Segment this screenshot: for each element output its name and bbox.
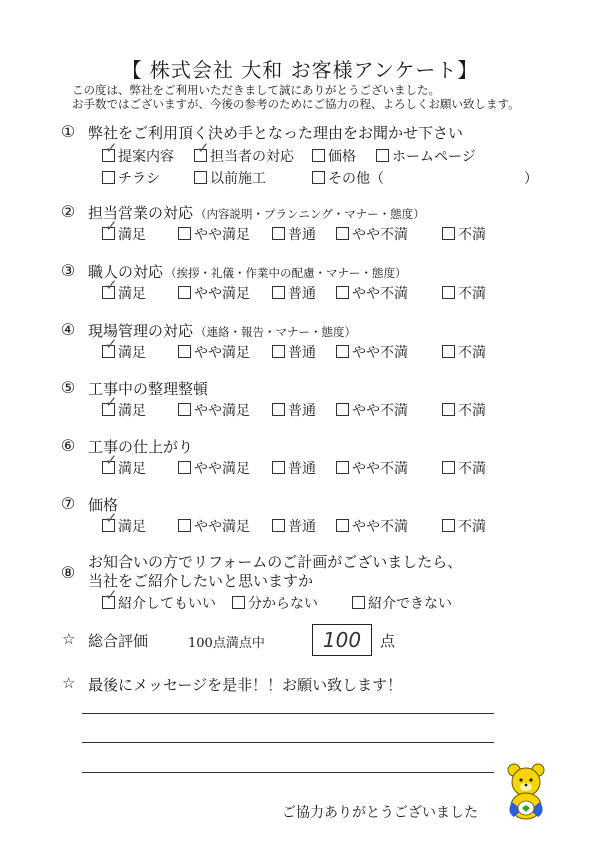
option-label: やや不満 bbox=[352, 345, 408, 361]
option-satisfied[interactable] bbox=[102, 451, 146, 478]
rating-options bbox=[58, 335, 558, 364]
check-mark-icon: ✓ bbox=[105, 139, 118, 157]
option-label: ホームページ bbox=[392, 149, 476, 165]
option-label: 担当者の対応 bbox=[210, 149, 294, 165]
checkbox[interactable] bbox=[102, 335, 118, 358]
option-label: 不満 bbox=[458, 227, 486, 243]
checkbox[interactable] bbox=[102, 217, 118, 240]
thanks-text: ご協力ありがとうございました bbox=[282, 805, 478, 821]
checkbox[interactable] bbox=[442, 403, 455, 416]
option-label: 満足 bbox=[118, 286, 146, 302]
option-satisfied[interactable] bbox=[102, 217, 146, 244]
checkbox[interactable] bbox=[178, 519, 191, 532]
option-label: 不満 bbox=[458, 519, 486, 535]
check-mark-icon: ✓ bbox=[105, 509, 118, 527]
checkbox[interactable] bbox=[272, 461, 285, 474]
question-subtitle: （連絡・報告・マナー・態度） bbox=[195, 325, 357, 339]
message-line-2[interactable] bbox=[82, 742, 494, 743]
bear-mascot-icon bbox=[502, 762, 550, 820]
option-label: 普通 bbox=[288, 345, 316, 361]
rating-options bbox=[58, 451, 558, 480]
option-dissatisfied[interactable] bbox=[442, 516, 486, 536]
option-row-1 bbox=[58, 139, 558, 168]
rating-options bbox=[58, 393, 558, 422]
option-label: やや不満 bbox=[352, 461, 408, 477]
score-unit: 点 bbox=[380, 632, 396, 650]
question-8 bbox=[58, 553, 558, 615]
option-label: 紹介してもいい bbox=[118, 596, 216, 612]
option-label: 不満 bbox=[458, 461, 486, 477]
option-label: 満足 bbox=[118, 227, 146, 243]
question-subtitle: （挨拶・礼儀・作業中の配慮・マナー・態度） bbox=[165, 266, 407, 280]
question-5 bbox=[58, 378, 558, 422]
question-number: ⑦ bbox=[60, 494, 76, 513]
question-title: 弊社をご利用頂く決め手となった理由をお聞かせ下さい bbox=[88, 124, 464, 142]
option-label: 不満 bbox=[458, 286, 486, 302]
option-label: やや不満 bbox=[352, 519, 408, 535]
question-3 bbox=[58, 261, 558, 305]
question-title: 現場管理の対応 bbox=[88, 322, 194, 340]
check-mark-icon: ✓ bbox=[105, 276, 118, 294]
question-number: ③ bbox=[60, 261, 76, 280]
option-label: 普通 bbox=[288, 461, 316, 477]
checkbox[interactable] bbox=[272, 227, 285, 240]
checkbox[interactable] bbox=[102, 451, 118, 474]
checkbox[interactable] bbox=[102, 276, 118, 299]
check-mark-icon: ✓ bbox=[105, 451, 118, 469]
message-line-1[interactable] bbox=[82, 713, 494, 714]
option-somewhat-dissatisfied[interactable] bbox=[336, 400, 408, 420]
option-label: 満足 bbox=[118, 461, 146, 477]
option-label: 普通 bbox=[288, 227, 316, 243]
option-label: 以前施工 bbox=[210, 171, 266, 187]
option-somewhat-satisfied[interactable] bbox=[178, 516, 250, 536]
checkbox[interactable] bbox=[336, 227, 349, 240]
message-line-3[interactable] bbox=[82, 772, 494, 773]
option-somewhat-satisfied[interactable] bbox=[178, 342, 250, 362]
check-mark-icon: ✓ bbox=[105, 217, 118, 235]
option-label: 満足 bbox=[118, 403, 146, 419]
option-neutral[interactable] bbox=[272, 458, 316, 478]
checkbox[interactable] bbox=[272, 403, 285, 416]
option-satisfied[interactable] bbox=[102, 393, 146, 420]
checkbox[interactable] bbox=[178, 345, 191, 358]
option-somewhat-dissatisfied[interactable] bbox=[336, 458, 408, 478]
option-label: 提案内容 bbox=[118, 149, 174, 165]
option-label: やや満足 bbox=[194, 345, 250, 361]
survey-title: 【 株式会社 大和 お客様アンケート】 bbox=[121, 58, 479, 82]
checkbox[interactable] bbox=[178, 403, 191, 416]
option-somewhat-satisfied[interactable] bbox=[178, 400, 250, 420]
checkbox[interactable] bbox=[232, 596, 245, 609]
question-title: 工事中の整理整頓 bbox=[88, 380, 209, 398]
checkbox[interactable] bbox=[272, 286, 285, 299]
option-somewhat-dissatisfied[interactable] bbox=[336, 283, 408, 303]
option-neutral[interactable] bbox=[272, 400, 316, 420]
option-label: 分からない bbox=[248, 596, 318, 612]
checkbox[interactable] bbox=[442, 227, 455, 240]
option-somewhat-dissatisfied[interactable] bbox=[336, 224, 408, 244]
checkbox[interactable] bbox=[272, 345, 285, 358]
score-input[interactable]: 100 bbox=[312, 624, 372, 656]
option-label: 満足 bbox=[118, 345, 146, 361]
checkbox[interactable] bbox=[352, 596, 365, 609]
checkbox[interactable] bbox=[102, 586, 118, 609]
option-neutral[interactable] bbox=[272, 224, 316, 244]
option-label: 不満 bbox=[458, 345, 486, 361]
checkbox[interactable] bbox=[178, 227, 191, 240]
question-6 bbox=[58, 436, 558, 480]
option-label: その他（ ） bbox=[328, 171, 538, 187]
checkbox[interactable] bbox=[336, 461, 349, 474]
question-number: ① bbox=[60, 122, 76, 141]
option-satisfied[interactable] bbox=[102, 509, 146, 536]
star-icon: ☆ bbox=[62, 630, 76, 648]
question-title-line-2: 当社をご紹介したいと思いますか bbox=[88, 572, 314, 590]
message-label: 最後にメッセージを是非！！お願い致します！ bbox=[88, 676, 403, 694]
question-title-line-1: お知合いの方でリフォームのご計画がございましたら、 bbox=[88, 553, 463, 571]
checkbox[interactable] bbox=[376, 149, 389, 162]
option-label: やや不満 bbox=[352, 227, 408, 243]
option-label: やや満足 bbox=[194, 403, 250, 419]
option-label: やや満足 bbox=[194, 227, 250, 243]
option-cannot-refer[interactable] bbox=[352, 593, 452, 613]
rating-options bbox=[58, 217, 558, 246]
option-homepage[interactable] bbox=[376, 146, 476, 166]
check-mark-icon: ✓ bbox=[105, 586, 118, 604]
checkbox[interactable] bbox=[336, 403, 349, 416]
checkbox[interactable] bbox=[178, 286, 191, 299]
question-number: ⑤ bbox=[60, 378, 76, 397]
option-label: 普通 bbox=[288, 286, 316, 302]
option-dissatisfied[interactable] bbox=[442, 224, 486, 244]
overall-label: 総合評価 bbox=[88, 632, 149, 650]
intro-line-1: この度は、弊社をご利用いただきまして誠にありがとうございました。 bbox=[72, 83, 440, 97]
checkbox[interactable] bbox=[442, 286, 455, 299]
check-mark-icon: ✓ bbox=[197, 139, 210, 157]
option-other[interactable] bbox=[312, 168, 538, 188]
checkbox[interactable] bbox=[102, 509, 118, 532]
option-satisfied[interactable] bbox=[102, 276, 146, 303]
checkbox[interactable] bbox=[336, 345, 349, 358]
checkbox[interactable] bbox=[194, 139, 210, 162]
question-title: 価格 bbox=[88, 496, 119, 514]
checkbox[interactable] bbox=[442, 461, 455, 474]
option-label: 紹介できない bbox=[368, 596, 452, 612]
question-4 bbox=[58, 320, 558, 364]
option-row-2 bbox=[58, 168, 558, 190]
checkbox[interactable] bbox=[102, 139, 118, 162]
option-neutral[interactable] bbox=[272, 283, 316, 303]
question-number: ④ bbox=[60, 320, 76, 339]
option-label: 普通 bbox=[288, 519, 316, 535]
option-would-refer[interactable] bbox=[102, 586, 216, 613]
question-number: ⑥ bbox=[60, 436, 76, 455]
checkbox[interactable] bbox=[102, 171, 115, 184]
checkbox[interactable] bbox=[336, 286, 349, 299]
option-label: 不満 bbox=[458, 403, 486, 419]
checkbox[interactable] bbox=[442, 519, 455, 532]
checkbox[interactable] bbox=[312, 149, 325, 162]
overall-rating bbox=[58, 624, 558, 660]
option-label: やや満足 bbox=[194, 286, 250, 302]
option-satisfied[interactable] bbox=[102, 335, 146, 362]
option-proposal[interactable] bbox=[102, 139, 174, 166]
rating-options bbox=[58, 276, 558, 305]
question-subtitle: （内容説明・プランニング・マナー・態度） bbox=[195, 207, 425, 221]
option-dissatisfied[interactable] bbox=[442, 283, 486, 303]
option-label: やや満足 bbox=[194, 461, 250, 477]
option-flyer[interactable] bbox=[102, 168, 160, 188]
question-number: ⑧ bbox=[60, 563, 76, 582]
checkbox[interactable] bbox=[442, 345, 455, 358]
checkbox[interactable] bbox=[178, 461, 191, 474]
checkbox[interactable] bbox=[336, 519, 349, 532]
rating-options bbox=[58, 509, 558, 538]
checkbox[interactable] bbox=[194, 171, 207, 184]
option-not-sure[interactable] bbox=[232, 593, 318, 613]
star-icon: ☆ bbox=[62, 674, 76, 692]
checkbox[interactable] bbox=[272, 519, 285, 532]
option-label: やや不満 bbox=[352, 286, 408, 302]
option-label: 満足 bbox=[118, 519, 146, 535]
checkbox[interactable] bbox=[312, 171, 325, 184]
question-1 bbox=[58, 122, 558, 190]
option-staff-response[interactable] bbox=[194, 139, 294, 166]
question-2 bbox=[58, 202, 558, 246]
check-mark-icon: ✓ bbox=[105, 335, 118, 353]
option-somewhat-dissatisfied[interactable] bbox=[336, 342, 408, 362]
option-previous-work[interactable] bbox=[194, 168, 266, 188]
question-7 bbox=[58, 494, 558, 538]
option-somewhat-satisfied[interactable] bbox=[178, 283, 250, 303]
option-label: 価格 bbox=[328, 149, 356, 165]
question-title: 工事の仕上がり bbox=[88, 438, 194, 456]
option-dissatisfied[interactable] bbox=[442, 458, 486, 478]
option-neutral[interactable] bbox=[272, 342, 316, 362]
option-label: やや満足 bbox=[194, 519, 250, 535]
overall-scale: 100点満点中 bbox=[188, 636, 265, 651]
option-neutral[interactable] bbox=[272, 516, 316, 536]
referral-options bbox=[58, 586, 558, 615]
question-title: 職人の対応 bbox=[88, 263, 164, 281]
option-label: やや不満 bbox=[352, 403, 408, 419]
question-title: 担当営業の対応 bbox=[88, 204, 194, 222]
option-price[interactable] bbox=[312, 146, 356, 166]
option-label: チラシ bbox=[118, 171, 160, 187]
intro-line-2: お手数ではございますが、今後の参考のためにご協力の程、よろしくお願い致します。 bbox=[72, 97, 520, 111]
intro-text bbox=[72, 83, 520, 111]
option-dissatisfied[interactable] bbox=[442, 342, 486, 362]
option-somewhat-satisfied[interactable] bbox=[178, 224, 250, 244]
question-number: ② bbox=[60, 202, 76, 221]
option-somewhat-satisfied[interactable] bbox=[178, 458, 250, 478]
option-dissatisfied[interactable] bbox=[442, 400, 486, 420]
check-mark-icon: ✓ bbox=[105, 393, 118, 411]
checkbox[interactable] bbox=[102, 393, 118, 416]
message-section bbox=[58, 672, 558, 696]
option-somewhat-dissatisfied[interactable] bbox=[336, 516, 408, 536]
option-label: 普通 bbox=[288, 403, 316, 419]
